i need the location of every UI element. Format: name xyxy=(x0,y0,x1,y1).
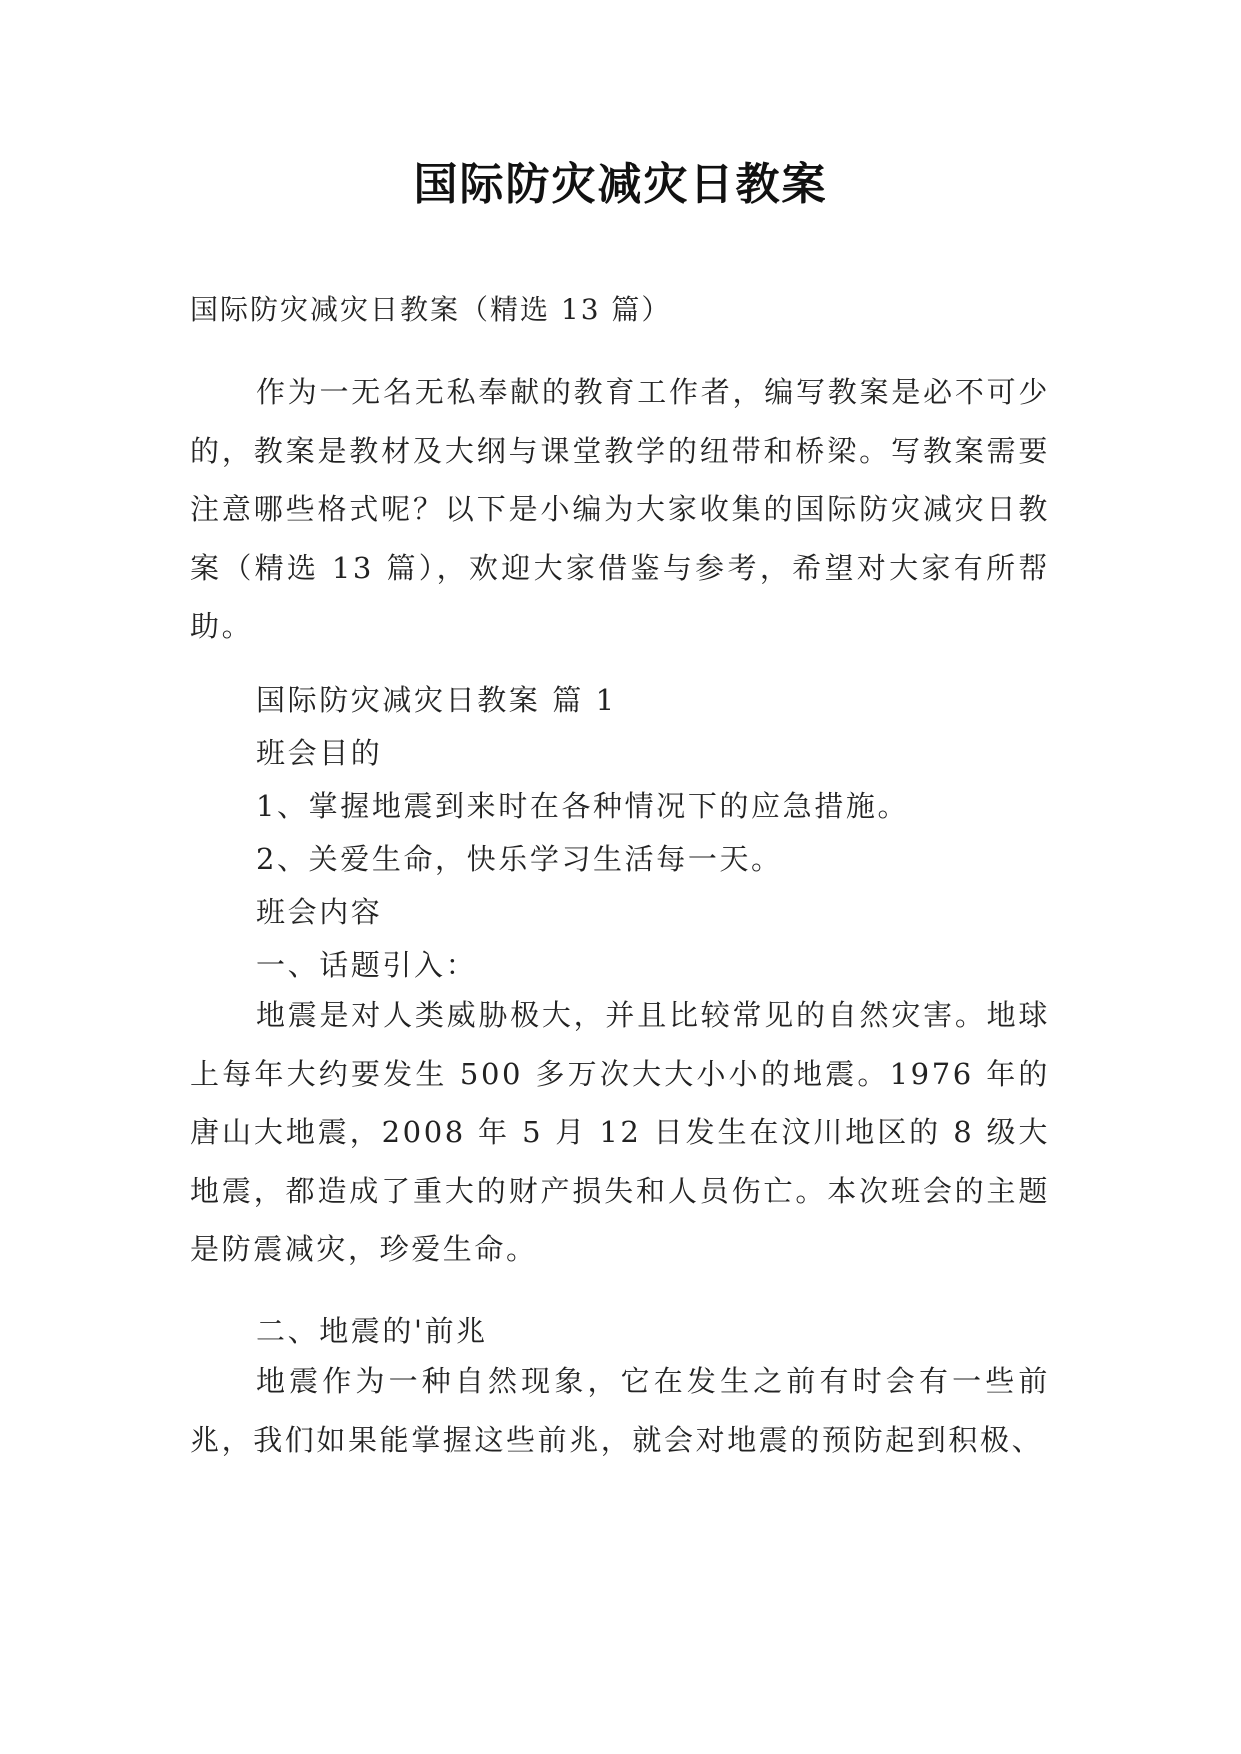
topic-2-heading: 二、地震的'前兆 xyxy=(256,1314,488,1348)
content-heading: 班会内容 xyxy=(256,895,383,929)
goal-item-2: 2、关爱生命，快乐学习生活每一天。 xyxy=(256,842,783,876)
goal-item-1: 1、掌握地震到来时在各种情况下的应急措施。 xyxy=(256,789,910,823)
document-title: 国际防灾减灾日教案 xyxy=(413,159,828,210)
section-heading: 国际防灾减灾日教案 篇 1 xyxy=(256,683,617,717)
topic-1-paragraph: 地震是对人类威胁极大，并且比较常见的自然灾害。地球上每年大约要发生 500 多万次大大小小的地震。1976 年的唐山大地震，2008 年 5 月 12 日发生在汶川地区的 8 级大地震，都造成了重大的财产损失和人员伤亡。本次班会的主题是防震减灾，珍爱生命。 xyxy=(190,998,1050,1266)
intro-paragraph: 作为一无名无私奉献的教育工作者，编写教案是必不可少的，教案是教材及大纲与课堂教学的纽带和桥梁。写教案需要注意哪些格式呢？以下是小编为大家收集的国际防灾减灾日教案（精选 13 篇），欢迎大家借鉴与参考，希望对大家有所帮助。 xyxy=(190,375,1050,643)
topic-2-paragraph: 地震作为一种自然现象，它在发生之前有时会有一些前兆，我们如果能掌握这些前兆，就会对地震的预防起到积极、 xyxy=(190,1364,1050,1457)
topic-1-heading: 一、话题引入： xyxy=(256,948,478,982)
document-subtitle: 国际防灾减灾日教案（精选 13 篇） xyxy=(190,293,672,326)
goal-heading: 班会目的 xyxy=(256,736,383,770)
